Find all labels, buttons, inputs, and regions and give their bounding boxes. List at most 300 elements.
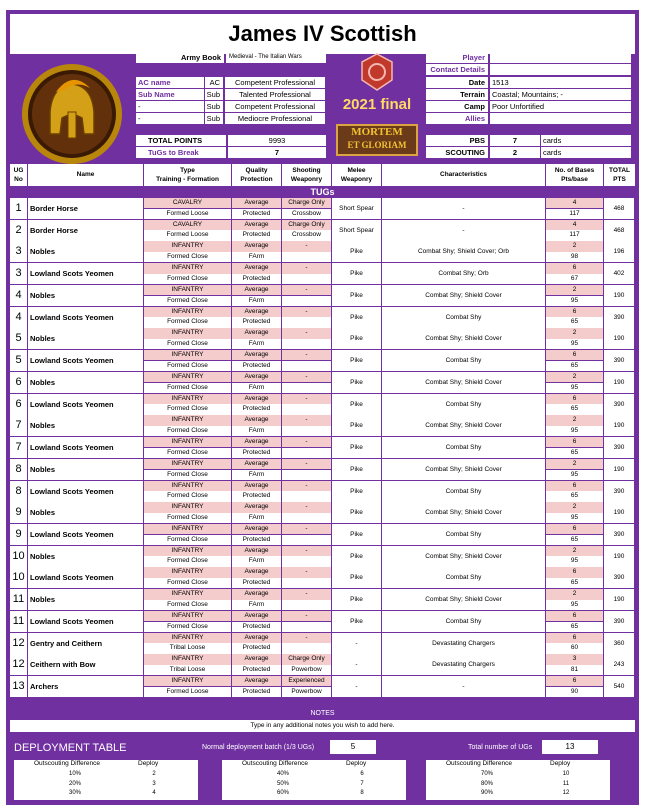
unit-training: Formed Close bbox=[144, 491, 231, 501]
unit-melee: Pike bbox=[332, 415, 381, 436]
unit-total-pts: 360 bbox=[604, 633, 634, 654]
unit-bases: 2 bbox=[546, 546, 603, 556]
pbs-label: PBS bbox=[426, 135, 488, 146]
unit-protection: Protected bbox=[232, 209, 281, 219]
unit-total-pts: 390 bbox=[604, 350, 634, 371]
unit-protection: Protected bbox=[232, 687, 281, 697]
unit-protection: FArm bbox=[232, 470, 281, 480]
ac-value[interactable]: Competent Professional bbox=[225, 77, 325, 88]
deployment-row bbox=[14, 771, 198, 781]
unit-quality: Average bbox=[232, 350, 281, 360]
unit-melee: Pike bbox=[332, 567, 381, 588]
unit-bases: 6 bbox=[546, 437, 603, 447]
contact-label: Contact Details bbox=[426, 64, 488, 75]
unit-type: INFANTRY bbox=[144, 502, 231, 512]
table-row bbox=[10, 307, 635, 329]
unit-type: CAVALRY bbox=[144, 220, 231, 230]
unit-protection: FArm bbox=[232, 339, 281, 349]
unit-shooting: - bbox=[282, 546, 331, 556]
unit-melee: Pike bbox=[332, 437, 381, 458]
page-title: James IV Scottish bbox=[10, 14, 635, 54]
unit-protection: FArm bbox=[232, 252, 281, 262]
sub2-code: Sub bbox=[205, 101, 223, 112]
ug-number: 5 bbox=[10, 328, 27, 349]
unit-name: Nobles bbox=[28, 285, 143, 306]
unit-quality: Average bbox=[232, 676, 281, 686]
unit-quality: Average bbox=[232, 502, 281, 512]
ug-number: 6 bbox=[10, 394, 27, 415]
unit-total-pts: 196 bbox=[604, 241, 634, 262]
unit-quality: Average bbox=[232, 328, 281, 338]
unit-training: Formed Close bbox=[144, 535, 231, 545]
year-label: 2021 final bbox=[342, 96, 412, 113]
unit-bases: 4 bbox=[546, 198, 603, 208]
unit-shooting: - bbox=[282, 459, 331, 469]
unit-total-pts: 190 bbox=[604, 589, 634, 610]
col-shooting bbox=[282, 164, 332, 186]
unit-pts-per-base: 65 bbox=[546, 361, 603, 371]
outscouting-diff: 70% bbox=[480, 771, 493, 777]
unit-bases: 2 bbox=[546, 328, 603, 338]
unit-characteristics: Combat Shy; Shield Cover bbox=[382, 589, 545, 610]
unit-total-pts: 468 bbox=[604, 198, 634, 219]
unit-type: INFANTRY bbox=[144, 285, 231, 295]
unit-characteristics: Combat Shy bbox=[382, 524, 545, 545]
table-row bbox=[10, 372, 635, 394]
deployment-row bbox=[426, 781, 610, 791]
outscouting-diff: 20% bbox=[68, 780, 81, 787]
unit-type: INFANTRY bbox=[144, 654, 231, 664]
unit-total-pts: 390 bbox=[604, 611, 634, 632]
deployment-row bbox=[426, 771, 610, 781]
col-pts-base-label: Pts/base bbox=[561, 176, 588, 183]
unit-weaponry bbox=[282, 274, 331, 284]
scouting-unit: cards bbox=[541, 147, 631, 158]
table-row bbox=[10, 676, 635, 698]
table-header bbox=[10, 164, 635, 186]
unit-quality: Average bbox=[232, 481, 281, 491]
notes-label: NOTES bbox=[310, 710, 335, 717]
unit-pts-per-base: 95 bbox=[546, 513, 603, 523]
table-row bbox=[10, 241, 635, 263]
unit-bases: 4 bbox=[546, 220, 603, 230]
table-row bbox=[10, 220, 635, 242]
unit-name: Archers bbox=[28, 676, 143, 697]
outscouting-header: Outscouting Difference bbox=[242, 760, 308, 770]
unit-bases: 6 bbox=[546, 611, 603, 621]
unit-shooting: - bbox=[282, 481, 331, 491]
unit-quality: Average bbox=[232, 394, 281, 404]
unit-bases: 2 bbox=[546, 459, 603, 469]
unit-protection: Protected bbox=[232, 491, 281, 501]
ug-number: 2 bbox=[10, 220, 27, 241]
unit-shooting: - bbox=[282, 589, 331, 599]
unit-characteristics: - bbox=[382, 198, 545, 219]
unit-total-pts: 190 bbox=[604, 415, 634, 436]
col-weaponry-label: Weaponry bbox=[290, 176, 323, 183]
outscouting-header: Outscouting Difference bbox=[446, 760, 512, 770]
unit-melee: Pike bbox=[332, 502, 381, 523]
sub3-name: - bbox=[136, 113, 204, 124]
unit-bases: 2 bbox=[546, 241, 603, 251]
deploy-count: 3 bbox=[152, 780, 156, 787]
unit-pts-per-base: 65 bbox=[546, 448, 603, 458]
unit-weaponry bbox=[282, 535, 331, 545]
deployment-table-2 bbox=[222, 760, 406, 800]
unit-training: Formed Close bbox=[144, 470, 231, 480]
unit-characteristics: Combat Shy bbox=[382, 611, 545, 632]
unit-quality: Average bbox=[232, 263, 281, 273]
unit-shooting: - bbox=[282, 372, 331, 382]
unit-name: Gentry and Ceithern bbox=[28, 633, 143, 654]
unit-weaponry: Powerbow bbox=[282, 665, 331, 675]
deployment-row bbox=[14, 781, 198, 791]
unit-shooting: - bbox=[282, 263, 331, 273]
unit-characteristics: Combat Shy bbox=[382, 481, 545, 502]
unit-melee: Pike bbox=[332, 546, 381, 567]
ug-number: 4 bbox=[10, 285, 27, 306]
unit-characteristics: Combat Shy; Shield Cover bbox=[382, 459, 545, 480]
unit-shooting: Charge Only bbox=[282, 198, 331, 208]
ac-code: AC bbox=[205, 77, 223, 88]
camp-value[interactable]: Poor Unfortified bbox=[490, 101, 631, 112]
ug-number: 3 bbox=[10, 241, 27, 262]
batch-value: 5 bbox=[330, 740, 376, 754]
unit-quality: Average bbox=[232, 307, 281, 317]
col-type-label: Type bbox=[180, 167, 195, 174]
army-book-label: Army Book bbox=[136, 52, 224, 63]
unit-melee: Pike bbox=[332, 241, 381, 262]
unit-characteristics: Devastating Chargers bbox=[382, 633, 545, 654]
ug-number: 5 bbox=[10, 350, 27, 371]
unit-name: Lowland Scots Yeomen bbox=[28, 307, 143, 328]
unit-melee: - bbox=[332, 654, 381, 675]
table-row bbox=[10, 546, 635, 568]
unit-total-pts: 390 bbox=[604, 567, 634, 588]
unit-pts-per-base: 117 bbox=[546, 230, 603, 240]
unit-name: Nobles bbox=[28, 502, 143, 523]
unit-protection: Protected bbox=[232, 643, 281, 653]
unit-training: Formed Close bbox=[144, 600, 231, 610]
unit-shooting: Charge Only bbox=[282, 654, 331, 664]
col-name: Name bbox=[28, 164, 144, 186]
unit-training: Formed Close bbox=[144, 556, 231, 566]
unit-weaponry bbox=[282, 448, 331, 458]
ug-number: 11 bbox=[10, 589, 27, 610]
date-label: Date bbox=[426, 77, 488, 88]
unit-quality: Average bbox=[232, 633, 281, 643]
pbs-unit: cards bbox=[541, 135, 631, 146]
deployment-row bbox=[426, 790, 610, 800]
col-ug-no: UG No bbox=[10, 164, 28, 186]
unit-type: CAVALRY bbox=[144, 198, 231, 208]
outscouting-diff: 10% bbox=[68, 771, 81, 777]
camp-label: Camp bbox=[426, 101, 488, 112]
table-row bbox=[10, 437, 635, 459]
unit-weaponry bbox=[282, 317, 331, 327]
col-shooting-label: Shooting bbox=[292, 167, 321, 174]
unit-protection: FArm bbox=[232, 600, 281, 610]
sub3-value[interactable]: Mediocre Professional bbox=[225, 113, 325, 124]
unit-training: Formed Loose bbox=[144, 687, 231, 697]
unit-training: Formed Close bbox=[144, 252, 231, 262]
unit-shooting: Experienced bbox=[282, 676, 331, 686]
unit-total-pts: 390 bbox=[604, 481, 634, 502]
sub2-name: - bbox=[136, 101, 204, 112]
unit-characteristics: Combat Shy; Orb bbox=[382, 263, 545, 284]
deployment-row bbox=[222, 790, 406, 800]
unit-name: Lowland Scots Yeomen bbox=[28, 263, 143, 284]
army-sheet bbox=[6, 10, 639, 805]
unit-pts-per-base: 95 bbox=[546, 426, 603, 436]
unit-weaponry bbox=[282, 578, 331, 588]
col-quality bbox=[232, 164, 282, 186]
unit-characteristics: Combat Shy; Shield Cover bbox=[382, 285, 545, 306]
sub1-code: Sub bbox=[205, 89, 223, 100]
unit-type: INFANTRY bbox=[144, 633, 231, 643]
unit-shooting: - bbox=[282, 394, 331, 404]
unit-type: INFANTRY bbox=[144, 415, 231, 425]
army-book-value[interactable]: Medieval - The Italian Wars bbox=[226, 52, 326, 63]
unit-name: Lowland Scots Yeomen bbox=[28, 481, 143, 502]
unit-type: INFANTRY bbox=[144, 372, 231, 382]
unit-name: Lowland Scots Yeomen bbox=[28, 611, 143, 632]
outscouting-diff: 80% bbox=[480, 780, 493, 787]
unit-characteristics: Combat Shy bbox=[382, 350, 545, 371]
unit-total-pts: 468 bbox=[604, 220, 634, 241]
unit-type: INFANTRY bbox=[144, 567, 231, 577]
unit-bases: 6 bbox=[546, 263, 603, 273]
unit-training: Formed Close bbox=[144, 361, 231, 371]
unit-type: INFANTRY bbox=[144, 589, 231, 599]
unit-training: Formed Close bbox=[144, 317, 231, 327]
unit-weaponry bbox=[282, 404, 331, 414]
unit-type: INFANTRY bbox=[144, 524, 231, 534]
unit-total-pts: 190 bbox=[604, 502, 634, 523]
unit-training: Formed Close bbox=[144, 339, 231, 349]
unit-protection: Protected bbox=[232, 578, 281, 588]
unit-quality: Average bbox=[232, 459, 281, 469]
unit-characteristics: Combat Shy; Shield Cover bbox=[382, 546, 545, 567]
unit-total-pts: 390 bbox=[604, 394, 634, 415]
unit-type: INFANTRY bbox=[144, 676, 231, 686]
col-bases bbox=[546, 164, 604, 186]
ug-number: 8 bbox=[10, 459, 27, 480]
unit-name: Nobles bbox=[28, 241, 143, 262]
unit-melee: Short Spear bbox=[332, 220, 381, 241]
unit-training: Formed Close bbox=[144, 296, 231, 306]
total-ugs-value: 13 bbox=[542, 740, 598, 754]
col-bases-label: No. of Bases bbox=[554, 167, 595, 174]
table-row bbox=[10, 611, 635, 633]
batch-label: Normal deployment batch (1/3 UGs) bbox=[202, 744, 315, 751]
unit-quality: Average bbox=[232, 285, 281, 295]
unit-pts-per-base: 90 bbox=[546, 687, 603, 697]
unit-name: Lowland Scots Yeomen bbox=[28, 524, 143, 545]
table-row bbox=[10, 350, 635, 372]
unit-quality: Average bbox=[232, 611, 281, 621]
deployment-row bbox=[222, 771, 406, 781]
unit-shooting: - bbox=[282, 611, 331, 621]
unit-total-pts: 190 bbox=[604, 372, 634, 393]
unit-weaponry bbox=[282, 513, 331, 523]
unit-pts-per-base: 65 bbox=[546, 622, 603, 632]
unit-protection: Protected bbox=[232, 448, 281, 458]
outscouting-diff: 40% bbox=[276, 771, 289, 777]
unit-pts-per-base: 95 bbox=[546, 556, 603, 566]
unit-characteristics: Combat Shy bbox=[382, 567, 545, 588]
spartan-helmet-logo-icon bbox=[16, 62, 128, 166]
unit-protection: Protected bbox=[232, 665, 281, 675]
tugs-section-label: TUGs bbox=[310, 187, 335, 197]
col-melee: Melee Weaponry bbox=[332, 164, 382, 186]
unit-name: Nobles bbox=[28, 372, 143, 393]
allies-label: Allies bbox=[426, 113, 488, 124]
deploy-header: Deploy bbox=[346, 760, 366, 770]
allies-value[interactable] bbox=[490, 113, 631, 124]
unit-total-pts: 390 bbox=[604, 307, 634, 328]
unit-total-pts: 402 bbox=[604, 263, 634, 284]
unit-shooting: - bbox=[282, 350, 331, 360]
table-row bbox=[10, 328, 635, 350]
player-value[interactable] bbox=[490, 52, 631, 63]
unit-name: Border Horse bbox=[28, 198, 143, 219]
deployment-row bbox=[14, 790, 198, 800]
unit-pts-per-base: 95 bbox=[546, 600, 603, 610]
ug-number: 9 bbox=[10, 502, 27, 523]
unit-characteristics: Devastating Chargers bbox=[382, 654, 545, 675]
unit-protection: Protected bbox=[232, 622, 281, 632]
date-value[interactable]: 1513 bbox=[490, 77, 631, 88]
unit-weaponry bbox=[282, 600, 331, 610]
unit-quality: Average bbox=[232, 241, 281, 251]
sub1-value[interactable]: Talented Professional bbox=[225, 89, 325, 100]
scouting-label: SCOUTING bbox=[426, 147, 488, 158]
unit-protection: FArm bbox=[232, 556, 281, 566]
unit-melee: Pike bbox=[332, 263, 381, 284]
unit-shooting: Charge Only bbox=[282, 220, 331, 230]
unit-name: Nobles bbox=[28, 415, 143, 436]
unit-total-pts: 390 bbox=[604, 524, 634, 545]
table-row bbox=[10, 524, 635, 546]
unit-type: INFANTRY bbox=[144, 611, 231, 621]
unit-pts-per-base: 117 bbox=[546, 209, 603, 219]
col-training-label: Training - Formation bbox=[156, 176, 219, 183]
unit-bases: 2 bbox=[546, 502, 603, 512]
unit-pts-per-base: 65 bbox=[546, 491, 603, 501]
unit-quality: Average bbox=[232, 198, 281, 208]
unit-weaponry bbox=[282, 556, 331, 566]
unit-bases: 6 bbox=[546, 350, 603, 360]
unit-total-pts: 190 bbox=[604, 459, 634, 480]
total-ugs-label: Total number of UGs bbox=[468, 744, 533, 751]
unit-name: Border Horse bbox=[28, 220, 143, 241]
unit-protection: Protected bbox=[232, 361, 281, 371]
sub3-code: Sub bbox=[205, 113, 223, 124]
notes-input[interactable]: Type in any additional notes you wish to add here. bbox=[10, 720, 635, 732]
unit-pts-per-base: 95 bbox=[546, 470, 603, 480]
unit-name: Lowland Scots Yeomen bbox=[28, 437, 143, 458]
unit-bases: 3 bbox=[546, 654, 603, 664]
unit-characteristics: - bbox=[382, 220, 545, 241]
unit-training: Formed Close bbox=[144, 578, 231, 588]
unit-characteristics: - bbox=[382, 676, 545, 697]
unit-training: Formed Close bbox=[144, 404, 231, 414]
unit-shooting: - bbox=[282, 437, 331, 447]
unit-protection: Protected bbox=[232, 274, 281, 284]
unit-shooting: - bbox=[282, 633, 331, 643]
terrain-value[interactable]: Coastal; Mountains; - bbox=[490, 89, 631, 100]
tugs-break-value: 7 bbox=[228, 147, 326, 158]
table-row bbox=[10, 654, 635, 676]
unit-name: Nobles bbox=[28, 459, 143, 480]
unit-bases: 6 bbox=[546, 394, 603, 404]
sub2-value[interactable]: Competent Professional bbox=[225, 101, 325, 112]
deploy-count: 8 bbox=[360, 790, 364, 796]
unit-name: Nobles bbox=[28, 589, 143, 610]
table-row bbox=[10, 567, 635, 589]
total-points-value: 9993 bbox=[228, 135, 326, 146]
table-row bbox=[10, 285, 635, 307]
ug-number: 7 bbox=[10, 437, 27, 458]
unit-pts-per-base: 95 bbox=[546, 296, 603, 306]
outscouting-diff: 30% bbox=[68, 790, 81, 796]
deployment-title: DEPLOYMENT TABLE bbox=[14, 742, 127, 754]
unit-melee: Pike bbox=[332, 394, 381, 415]
unit-quality: Average bbox=[232, 546, 281, 556]
outscouting-diff: 90% bbox=[480, 790, 493, 796]
unit-melee: Pike bbox=[332, 328, 381, 349]
mortem-et-gloriam-logo bbox=[336, 124, 418, 156]
scouting-value: 2 bbox=[490, 147, 540, 158]
unit-melee: Pike bbox=[332, 307, 381, 328]
table-row bbox=[10, 394, 635, 416]
unit-training: Formed Close bbox=[144, 383, 231, 393]
unit-pts-per-base: 65 bbox=[546, 535, 603, 545]
unit-total-pts: 190 bbox=[604, 285, 634, 306]
unit-type: INFANTRY bbox=[144, 350, 231, 360]
brand-line-2: ET GLORIAM bbox=[347, 140, 407, 150]
table-row bbox=[10, 502, 635, 524]
unit-weaponry: Crossbow bbox=[282, 209, 331, 219]
unit-pts-per-base: 81 bbox=[546, 665, 603, 675]
unit-pts-per-base: 65 bbox=[546, 317, 603, 327]
unit-name: Lowland Scots Yeomen bbox=[28, 394, 143, 415]
unit-bases: 6 bbox=[546, 633, 603, 643]
unit-quality: Average bbox=[232, 524, 281, 534]
unit-melee: Pike bbox=[332, 524, 381, 545]
unit-shooting: - bbox=[282, 285, 331, 295]
deployment-table-1 bbox=[14, 760, 198, 800]
unit-training: Formed Loose bbox=[144, 209, 231, 219]
col-protection-label: Protection bbox=[240, 176, 273, 183]
deploy-count: 6 bbox=[360, 771, 364, 777]
ug-number: 12 bbox=[10, 654, 27, 675]
unit-weaponry bbox=[282, 383, 331, 393]
table-row bbox=[10, 263, 635, 285]
unit-training: Formed Close bbox=[144, 426, 231, 436]
unit-shooting: - bbox=[282, 524, 331, 534]
deploy-count: 7 bbox=[360, 780, 364, 787]
unit-protection: Protected bbox=[232, 230, 281, 240]
col-type bbox=[144, 164, 232, 186]
ac-name-label: AC name bbox=[136, 77, 204, 88]
contact-value[interactable] bbox=[490, 64, 631, 75]
col-characteristics: Characteristics bbox=[382, 164, 546, 186]
unit-name: Lowland Scots Yeomen bbox=[28, 567, 143, 588]
unit-shooting: - bbox=[282, 502, 331, 512]
sub-name-label: Sub Name bbox=[136, 89, 204, 100]
